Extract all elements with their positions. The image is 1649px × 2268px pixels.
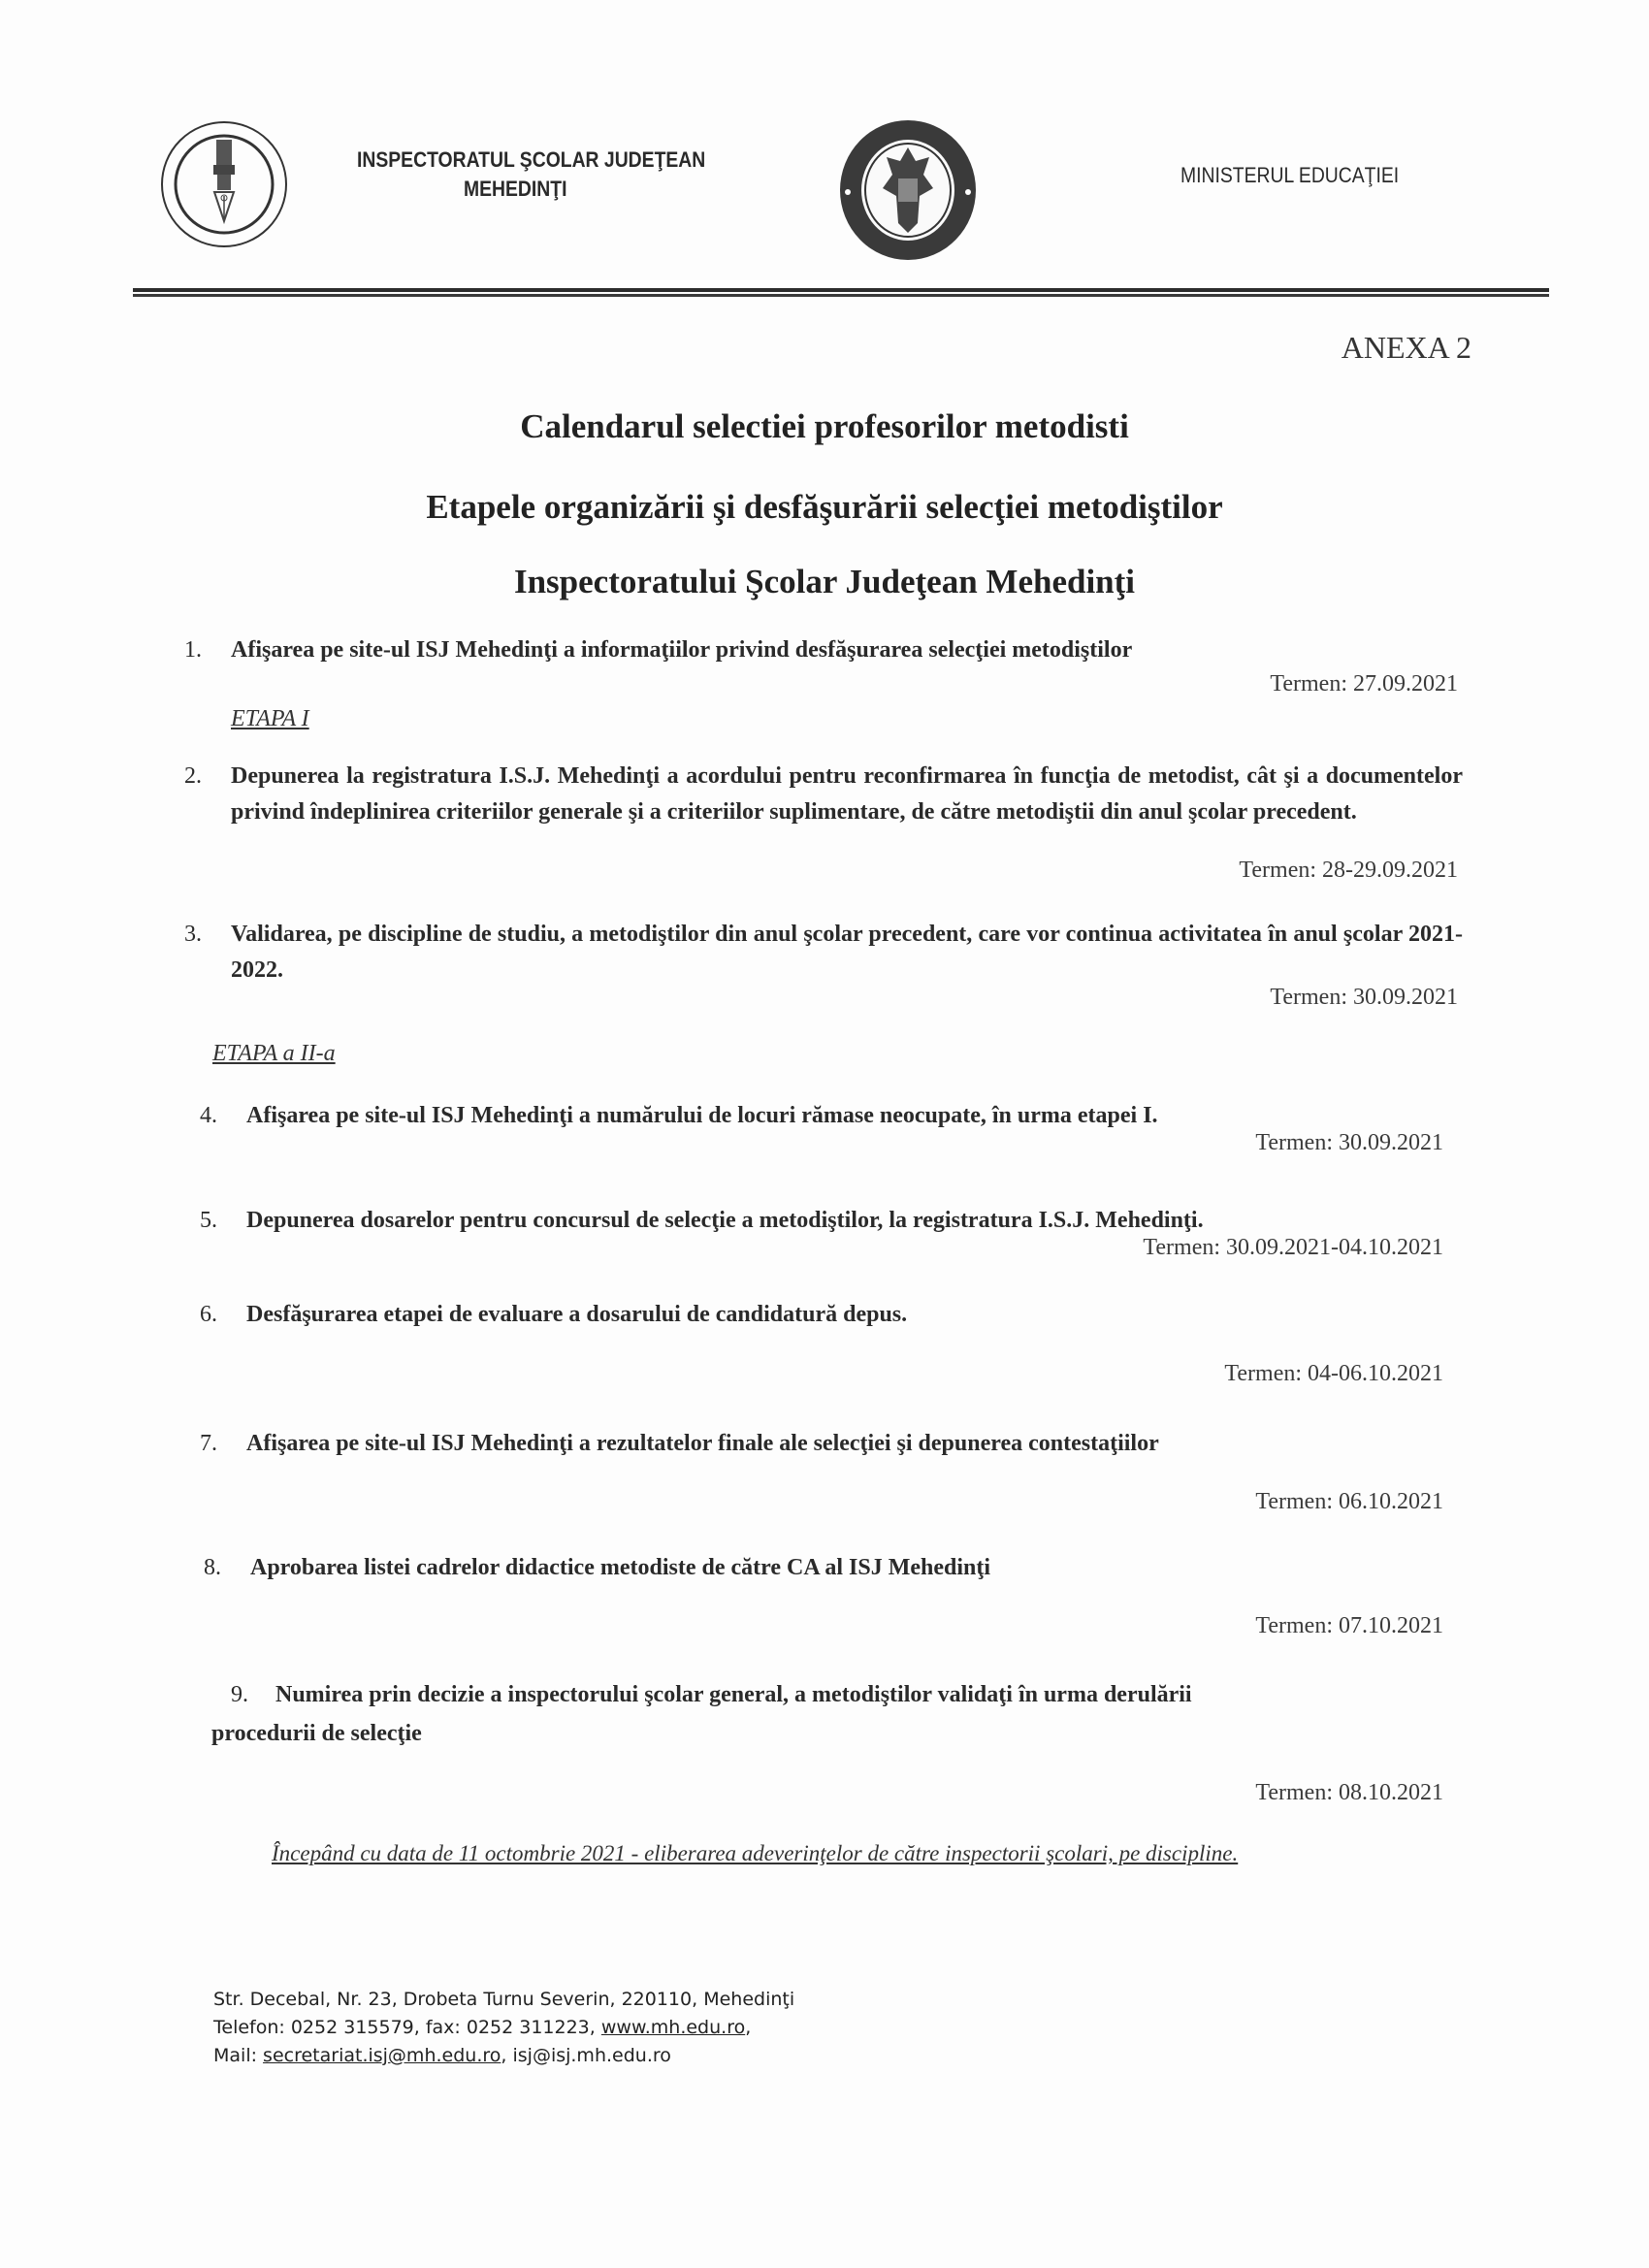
item-deadline: Termen: 27.09.2021 [1270,671,1458,697]
footer-phone-line [213,2014,794,2042]
item-deadline: Termen: 30.09.2021 [1270,985,1458,1010]
item-number: 9. [231,1682,248,1707]
list-item [184,759,1463,830]
item-deadline: Termen: 06.10.2021 [1255,1489,1443,1514]
item-text-line2: procedurii de selecţie [211,1721,422,1746]
title-line3: Inspectoratului Şcolar Judeţean Mehedinţi [513,563,1136,600]
item-text: Afişarea pe site-ul ISJ Mehedinţi a numărului de locuri rămase neocupate, în urma etapei I. [246,1103,1158,1128]
list-item [184,632,1463,668]
list-item [200,1203,1478,1239]
item-text: Desfăşurarea etapei de evaluare a dosarului de candidatură depus. [246,1302,908,1327]
institution-line2: MEHEDINŢI [464,177,567,201]
item-deadline: Termen: 08.10.2021 [1255,1780,1443,1805]
footer-comma: , [745,2017,752,2038]
website-link[interactable]: www.mh.edu.ro [600,2017,746,2038]
closing-note: Începând cu data de 11 octombrie 2021 - eliberarea adeverinţelor de către inspectorii şcolari, pe discipline. [272,1841,1239,1865]
stage-2-heading: ETAPA a II-a [212,1041,336,1066]
item-number: 1. [184,637,202,663]
item-text: Aprobarea listei cadrelor didactice metodiste de către CA al ISJ Mehedinţi [250,1555,991,1580]
footer-mail-line [213,2042,794,2070]
item-deadline: Termen: 04-06.10.2021 [1224,1361,1443,1386]
header-separator [133,288,1549,297]
footer-mail-label: Mail: [213,2045,264,2066]
footer-address: Str. Decebal, Nr. 23, Drobeta Turnu Severin, 220110, Mehedinţi [213,1989,795,2010]
item-text: Afişarea pe site-ul ISJ Mehedinţi a rezultatelor finale ale selecţiei şi depunerea contestaţiilor [246,1431,1159,1456]
footer-phone: Telefon: 0252 315579, fax: 0252 311223, [213,2017,601,2038]
item-text: Afişarea pe site-ul ISJ Mehedinţi a informaţiilor privind desfăşurarea selecţiei metodiştilor [231,637,1133,663]
item-deadline: Termen: 30.09.2021-04.10.2021 [1143,1235,1443,1260]
item-text: Depunerea dosarelor pentru concursul de selecţie a metodiştilor, la registratura I.S.J. Mehedinţi. [246,1208,1204,1233]
list-item [211,1675,1492,1753]
item-deadline: Termen: 28-29.09.2021 [1239,858,1458,883]
item-number: 2. [184,763,202,789]
stage-1-heading: ETAPA I [231,706,309,731]
item-text-line1: Numirea prin decizie a inspectorului şcolar general, a metodiştilor validaţi în urma derulării [275,1682,1192,1707]
list-item [200,1098,1478,1134]
title-line1: Calendarul selectiei profesorilor metodisti [520,407,1129,445]
list-item [200,1426,1478,1462]
institution-name [357,147,716,202]
item-number: 3. [184,922,202,947]
institution-line1: INSPECTORATUL ŞCOLAR JUDEŢEAN [357,147,706,172]
ministry-name: MINISTERUL EDUCAŢIEI [1180,163,1400,187]
item-text: Depunerea la registratura I.S.J. Mehedinţi a acordului pentru reconfirmarea în funcţia de metodist, cât şi a documentelor privind îndeplinirea criteriilor generale şi a criteriilor suplimentare, de către metodiştii din anul şcolar precedent. [231,763,1463,825]
isj-logo [158,118,290,250]
email-link-secretariat[interactable]: secretariat.isj@mh.edu.ro [263,2045,501,2066]
title-line2: Etapele organizării şi desfăşurării selecţiei metodiştilor [426,488,1223,526]
footer-mail-separator: , [501,2045,513,2066]
item-number: 6. [200,1302,217,1327]
item-number: 4. [200,1103,217,1128]
annex-label: ANEXA 2 [1341,330,1471,365]
item-number: 5. [200,1208,217,1233]
item-number: 7. [200,1431,217,1456]
footer-contact [213,1986,794,2070]
list-item [184,917,1463,988]
list-item [204,1550,1482,1586]
item-number: 8. [204,1555,221,1580]
item-text: Validarea, pe discipline de studiu, a metodiştilor din anul şcolar precedent, care vor continua activitatea în anul şcolar 2021-2022. [231,922,1463,983]
email-isj[interactable]: isj@isj.mh.edu.ro [512,2045,671,2066]
item-deadline: Termen: 30.09.2021 [1255,1130,1443,1155]
list-item [200,1297,1478,1333]
item-deadline: Termen: 07.10.2021 [1255,1613,1443,1638]
government-seal [836,118,980,262]
